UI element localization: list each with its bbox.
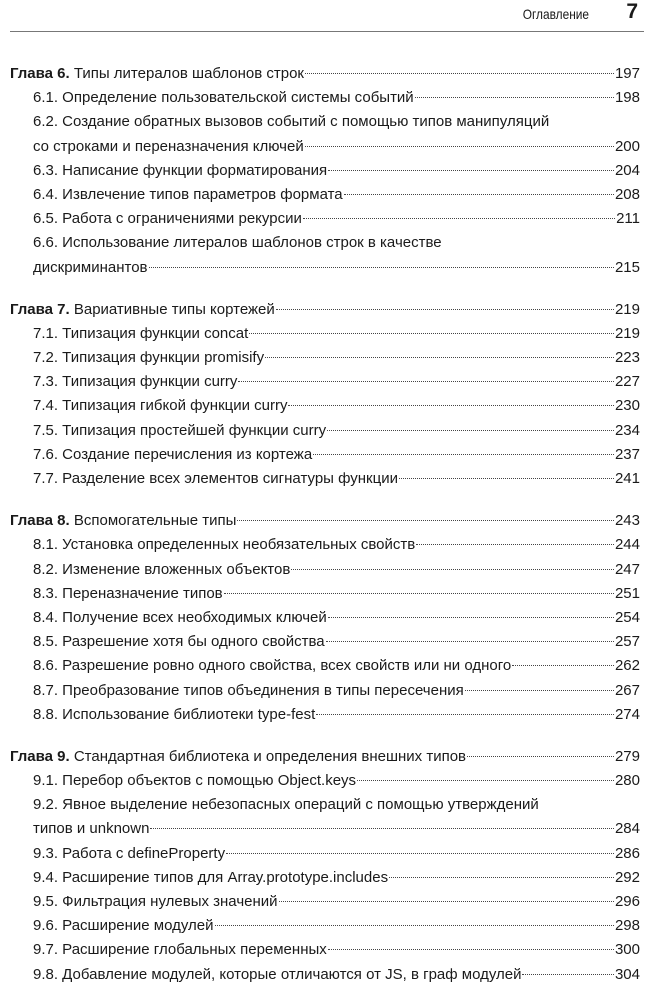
page-number: 243 (614, 512, 640, 530)
section-title: 8.6. Разрешение ровно одного свойства, всех свойств или ни одного (33, 657, 512, 675)
section-entry[interactable] (10, 582, 640, 606)
section-title: 6.5. Работа с ограничениями рекурсии (33, 210, 302, 228)
section-title: 8.2. Изменение вложенных объектов (33, 560, 291, 578)
chapter-title: Стандартная библиотека и определения внешних типов (73, 747, 467, 765)
page-number: 7 (626, 0, 638, 23)
page-number: 215 (614, 258, 640, 276)
section-entry[interactable] (10, 346, 640, 370)
section-entry[interactable] (10, 322, 640, 346)
dot-leader (399, 478, 614, 479)
dot-leader (150, 828, 614, 829)
page-number: 254 (614, 608, 640, 626)
section-title: 7.1. Типизация функции concat (33, 324, 249, 342)
section-entry[interactable] (10, 606, 640, 630)
page-number: 237 (614, 445, 640, 463)
section-entry[interactable] (10, 817, 640, 841)
section-entry[interactable] (10, 558, 640, 582)
dot-leader (238, 381, 614, 382)
section-title: 7.4. Типизация гибкой функции curry (33, 397, 288, 415)
section-title: 8.7. Преобразование типов объединения в типы пересечения (33, 681, 464, 699)
dot-leader (389, 877, 614, 878)
page-number: 204 (614, 161, 640, 179)
section-entry[interactable] (10, 370, 640, 394)
section-title: 8.8. Использование библиотеки type-fest (33, 705, 316, 723)
section-title: 9.6. Расширение модулей (33, 917, 214, 935)
page-number: 251 (614, 584, 640, 602)
dot-leader (249, 333, 614, 334)
chapter-section (10, 745, 640, 987)
chapter-title: Вспомогательные типы (73, 512, 237, 530)
page-number: 279 (614, 747, 640, 765)
section-entry[interactable] (10, 86, 640, 110)
chapter-section (10, 298, 640, 492)
section-title: 6.4. Извлечение типов параметров формата (33, 185, 343, 203)
page-number: 241 (614, 470, 640, 487)
dot-leader (328, 949, 614, 950)
section-entry[interactable] (10, 703, 640, 727)
section-title: 8.4. Получение всех необходимых ключей (33, 608, 327, 626)
section-title: 6.1. Определение пользовательской системы событий (33, 89, 414, 107)
dot-leader (305, 146, 614, 147)
section-entry[interactable] (10, 135, 640, 159)
chapter-section (10, 62, 640, 280)
section-entry[interactable] (10, 963, 640, 987)
section-title: 7.7. Разделение всех элементов сигнатуры функции (33, 470, 398, 487)
page-number: 211 (616, 210, 640, 228)
page-number: 267 (614, 681, 640, 699)
chapter-entry[interactable] (10, 509, 640, 533)
section-entry[interactable] (10, 866, 640, 890)
chapter-label: Глава 9. (10, 747, 70, 765)
page-number: 197 (614, 65, 640, 82)
chapter-label: Глава 8. (10, 512, 70, 530)
page-number: 219 (614, 324, 640, 342)
page-number: 223 (614, 349, 640, 367)
section-entry[interactable] (10, 654, 640, 678)
section-entry[interactable] (10, 630, 640, 654)
chapter-section (10, 509, 640, 727)
chapter-title: Типы литералов шаблонов строк (73, 65, 304, 82)
section-entry[interactable] (10, 938, 640, 962)
page-number: 292 (614, 868, 640, 886)
dot-leader (327, 430, 614, 431)
section-title: 7.2. Типизация функции promisify (33, 349, 265, 367)
dot-leader (316, 714, 614, 715)
dot-leader (305, 73, 614, 74)
dot-leader (279, 901, 614, 902)
section-title: 9.4. Расширение типов для Array.prototype.includes (33, 868, 389, 886)
chapter-label: Глава 6. (10, 65, 70, 82)
dot-leader (326, 641, 614, 642)
page-number: 208 (614, 185, 640, 203)
page-number: 286 (614, 844, 640, 862)
page-number: 280 (614, 772, 640, 790)
page-number: 234 (614, 421, 640, 439)
section-entry[interactable] (10, 769, 640, 793)
section-title: 9.5. Фильтрация нулевых значений (33, 893, 278, 910)
dot-leader (313, 454, 614, 455)
page-number: 274 (614, 705, 640, 723)
chapter-title: Вариативные типы кортежей (73, 300, 275, 318)
page-number: 244 (614, 536, 640, 554)
dot-leader (344, 194, 614, 195)
dot-leader (467, 756, 614, 757)
section-entry[interactable] (10, 533, 640, 557)
page-number: 198 (614, 89, 640, 107)
dot-leader (328, 170, 614, 171)
page-number: 298 (614, 917, 640, 935)
dot-leader (215, 925, 614, 926)
section-entry[interactable] (10, 419, 640, 443)
section-title: 9.3. Работа с defineProperty (33, 844, 226, 862)
dot-leader (328, 617, 614, 618)
section-entry[interactable] (10, 183, 640, 207)
section-entry[interactable] (10, 914, 640, 938)
page-number: 219 (614, 300, 640, 318)
section-title: типов и unknown (33, 820, 150, 838)
dot-leader (415, 97, 614, 98)
section-title: 7.3. Типизация функции curry (33, 373, 238, 391)
section-title: 9.8. Добавление модулей, которые отличаются от JS, в граф модулей (33, 965, 522, 983)
section-entry[interactable] (10, 207, 640, 231)
page-number: 230 (614, 397, 640, 415)
section-entry[interactable] (10, 467, 640, 491)
section-title-line[interactable]: 6.2. Создание обратных вызовов событий с помощью типов манипуляций (33, 113, 550, 131)
page-number: 247 (614, 560, 640, 578)
section-entry[interactable] (10, 159, 640, 183)
section-title: 7.5. Типизация простейшей функции curry (33, 421, 327, 439)
section-title-line[interactable]: 9.2. Явное выделение небезопасных операций с помощью утверждений (33, 796, 539, 814)
dot-leader (226, 853, 614, 854)
section-title: 9.1. Перебор объектов с помощью Object.keys (33, 772, 357, 790)
dot-leader (465, 690, 614, 691)
page-number: 304 (614, 965, 640, 983)
section-entry[interactable] (10, 842, 640, 866)
page-number: 262 (614, 657, 640, 675)
page-number: 296 (614, 893, 640, 910)
section-title: дискриминантов (33, 258, 148, 276)
dot-leader (357, 780, 614, 781)
dot-leader (265, 357, 614, 358)
chapter-entry[interactable] (10, 298, 640, 322)
dot-leader (149, 267, 614, 268)
section-title: 8.3. Переназначение типов (33, 584, 223, 602)
dot-leader (512, 665, 614, 666)
section-title: 8.1. Установка определенных необязательных свойств (33, 536, 416, 554)
section-title: 7.6. Создание перечисления из кортежа (33, 445, 313, 463)
section-entry[interactable] (10, 679, 640, 703)
chapter-label: Глава 7. (10, 300, 70, 318)
dot-leader (303, 218, 615, 219)
section-title-line[interactable]: 6.6. Использование литералов шаблонов строк в качестве (33, 234, 442, 252)
page-number: 300 (614, 941, 640, 959)
section-title: 9.7. Расширение глобальных переменных (33, 941, 327, 959)
section-title: со строками и переназначения ключей (33, 137, 304, 155)
dot-leader (522, 974, 613, 975)
dot-leader (276, 309, 614, 310)
dot-leader (237, 520, 614, 521)
dot-leader (288, 405, 613, 406)
dot-leader (291, 569, 614, 570)
section-entry[interactable] (10, 256, 640, 280)
dot-leader (224, 593, 614, 594)
page-number: 200 (614, 137, 640, 155)
section-title: 6.3. Написание функции форматирования (33, 161, 328, 179)
chapter-entry[interactable] (10, 62, 640, 86)
section-entry[interactable] (10, 443, 640, 467)
page-number: 227 (614, 373, 640, 391)
table-of-contents (10, 62, 640, 1005)
section-entry[interactable] (10, 890, 640, 914)
running-title: Оглавление (522, 6, 589, 22)
chapter-entry[interactable] (10, 745, 640, 769)
page-header (10, 0, 644, 32)
page-number: 284 (614, 820, 640, 838)
page-number: 257 (614, 633, 640, 651)
dot-leader (416, 544, 614, 545)
section-entry[interactable] (10, 394, 640, 418)
section-title: 8.5. Разрешение хотя бы одного свойства (33, 633, 325, 651)
